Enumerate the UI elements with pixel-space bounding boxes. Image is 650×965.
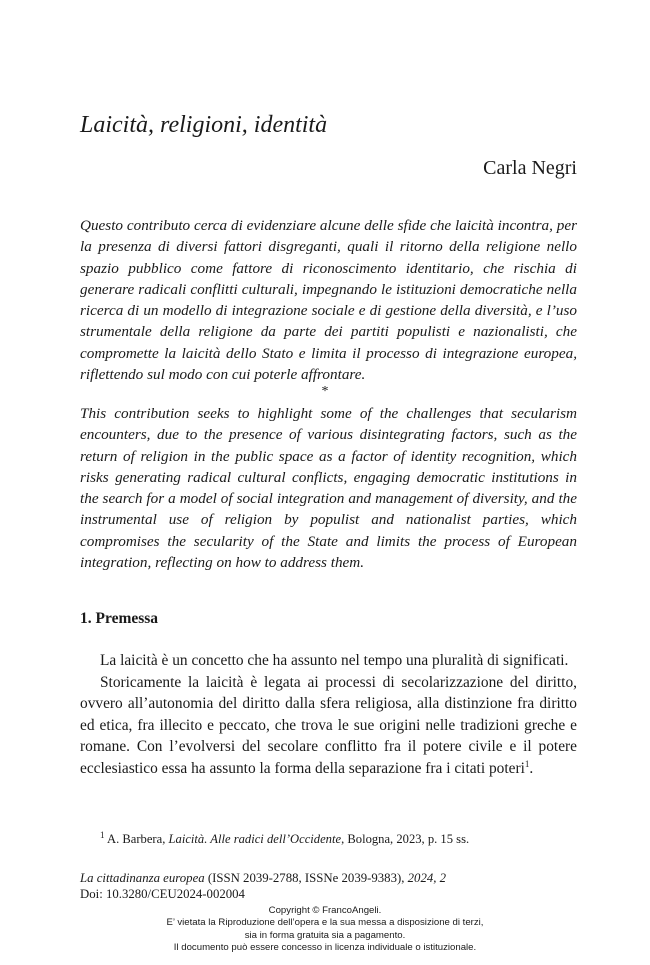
body-text [80, 650, 577, 779]
journal-name: La cittadinanza europea [80, 871, 205, 885]
journal-volume: 2024, 2 [407, 871, 447, 885]
abstract-english: This contribution seeks to highlight some of the challenges that secularism encounters, due to the presence of various disintegrating factors, such as the return of religion in the public space as a factor of identity recognition, which risks generating radical cultural conflicts, engaging democratic institutions in the search for a model of social integration and management of diversity, and the instrumental use of religion by populist and nationalist parties, which compromises the secularity of the State and limits the process of European integration, reflecting on how to address them. [80, 405, 577, 572]
author-name: Carla Negri [483, 157, 577, 179]
footnote-author: A. Barbera, [106, 832, 166, 846]
paragraph: Storicamente la laicità è legata ai processi di secolarizzazione del diritto, ovvero all’autonomia del diritto dalla sfera religiosa, alla distinzione fra diritto ed etica, fra illecito e peccato, che trova le sue origini nelle tradizioni greche e romane. Con l’evolversi del secolare conflitto fra il potere civile e il potere ecclesiastico essa ha assunto la forma della separazione fra i citati poteri$^1$. [80, 673, 577, 777]
article-title: Laicità, religioni, identità [80, 112, 328, 138]
copyright-line: Copyright © FrancoAngeli. [268, 905, 382, 916]
doi: Doi: 10.3280/CEU2024-002004 [80, 887, 245, 901]
abstract-italian: Questo contributo cerca di evidenziare alcune delle sfide che laicità incontra, per la presenza di diversi fattori disgreganti, quali il ritorno della religione nello spazio pubblico come fattore di riconoscimento identitario, che rischia di generare radicali conflitti culturali, impegnando le istituzioni democratiche nella ricerca di un modello di integrazione sociale e di gestione della diversità, e l’uso strumentale della religione da parte dei partiti populisti e nazionalisti, che compromette la laicità dello Stato e limita il processo di integrazione europea, riflettendo sul modo con cui poterle affrontare. [80, 217, 577, 384]
journal-issn: (ISSN 2039-2788, ISSNe 2039-9383), [204, 871, 408, 885]
copyright-line: E’ vietata la Riproduzione dell’opera e la sua messa a disposizione di terzi, [166, 917, 484, 929]
footnote [100, 829, 470, 847]
copyright-line: sia in forma gratuita sia a pagamento. [244, 929, 406, 941]
paragraph-text: Storicamente la laicità è legata ai processi di secolarizzazione del diritto, ovvero all’autonomia del diritto dalla sfera religiosa, alla distinzione fra diritto ed etica, fra illecito e peccato, che trova le sue origini nelle tradizioni greche e romane. Con l’evolversi del secolare conflitto fra il potere civile e il potere ecclesiastico essa ha assunto la forma della separazione fra i citati poteri [80, 673, 577, 777]
footnote-work: Laicità. Alle radici dell’Occidente [168, 832, 342, 846]
section-heading: 1. Premessa [80, 610, 159, 627]
copyright-notice [0, 905, 650, 955]
copyright-line: Il documento può essere concesso in licenza individuale o istituzionale. [173, 942, 477, 954]
footnote-reference[interactable]: 1 [524, 758, 530, 769]
journal-citation [80, 870, 446, 902]
abstract-separator: * [321, 384, 329, 399]
footnote-number: 1 [100, 829, 105, 840]
paragraph: La laicità è un concetto che ha assunto nel tempo una pluralità di significati. [100, 652, 569, 669]
footnote-rest: , Bologna, 2023, p. 15 ss. [341, 832, 470, 846]
